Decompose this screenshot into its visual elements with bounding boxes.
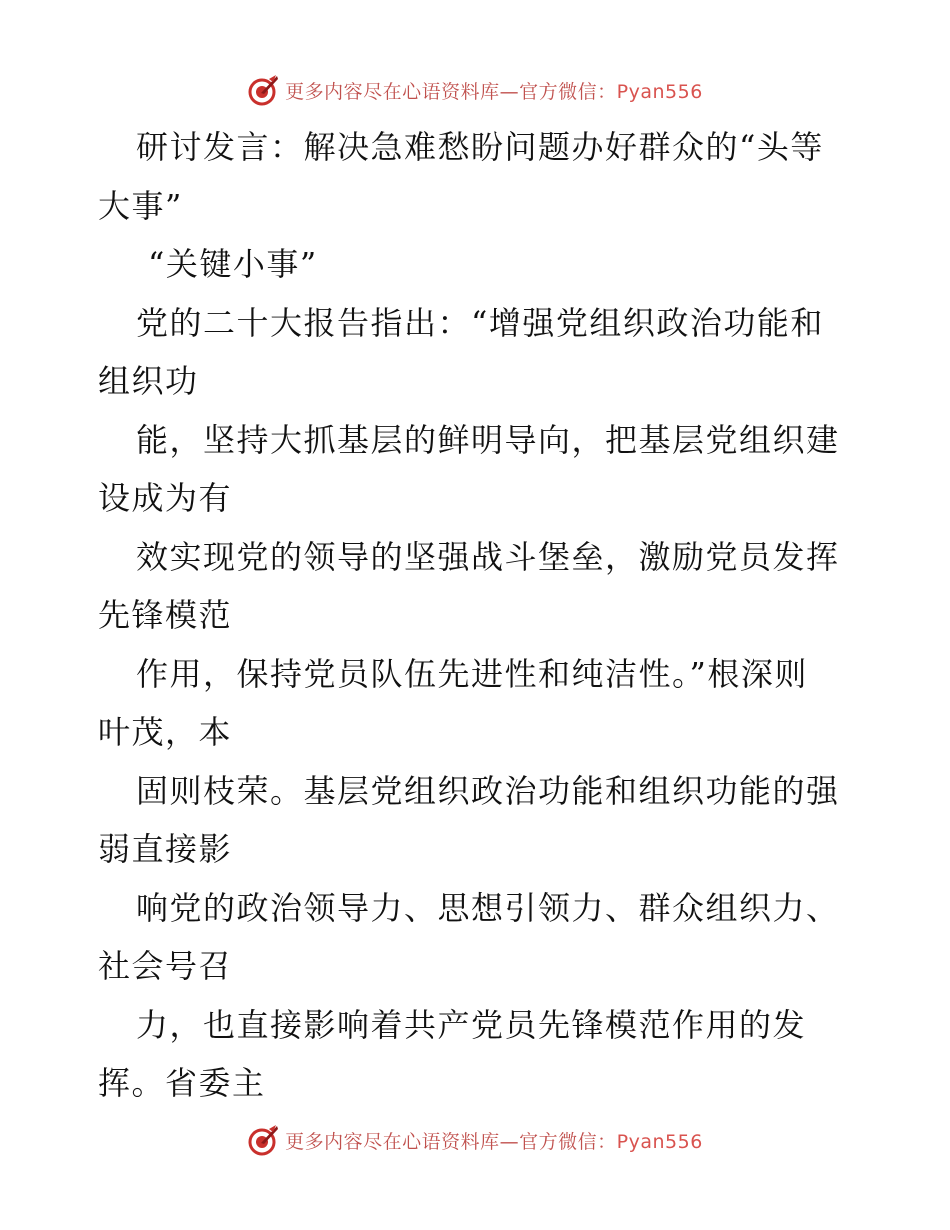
doc-line-5: 组织功 <box>98 362 199 400</box>
doc-line-1: 研讨发言：解决急难愁盼问题办好群众的“头等 <box>136 128 824 166</box>
footer-banner <box>0 1120 950 1160</box>
doc-line-2: 大事” <box>98 186 183 225</box>
doc-line-12: 固则枝荣。基层党组织政治功能和组织功能的强 <box>136 771 840 810</box>
quill-logo-icon <box>247 1123 281 1157</box>
doc-line-17: 挥。省委主 <box>98 1064 266 1102</box>
document-body <box>98 118 858 1113</box>
footer-wechat-id: Pyan556 <box>616 1130 703 1153</box>
doc-line-13: 弱直接影 <box>98 830 233 868</box>
doc-line-7: 设成为有 <box>98 479 233 517</box>
doc-line-6: 能，坚持大抓基层的鲜明导向，把基层党组织建 <box>136 420 840 459</box>
doc-line-4: 党的二十大报告指出：“增强党组织政治功能和 <box>136 303 824 342</box>
doc-line-9: 先锋模范 <box>98 596 233 634</box>
doc-line-16: 力，也直接影响着共产党员先锋模范作用的发 <box>136 1005 807 1044</box>
doc-line-3: “关键小事” <box>148 245 318 283</box>
quill-logo-icon <box>247 73 281 107</box>
header-banner-text: 更多内容尽在心语资料库—官方微信：Pyan556 <box>285 80 703 103</box>
footer-banner-text: 更多内容尽在心语资料库—官方微信：Pyan556 <box>285 1130 703 1153</box>
doc-line-11: 叶茂，本 <box>98 713 233 751</box>
doc-line-10: 作用，保持党员队伍先进性和纯洁性。”根深则 <box>136 654 808 693</box>
header-wechat-id: Pyan556 <box>616 80 703 103</box>
doc-line-15: 社会号召 <box>98 947 233 985</box>
header-banner <box>0 70 950 110</box>
doc-line-14: 响党的政治领导力、思想引领力、群众组织力、 <box>136 888 840 927</box>
doc-line-8: 效实现党的领导的坚强战斗堡垒，激励党员发挥 <box>136 537 840 576</box>
